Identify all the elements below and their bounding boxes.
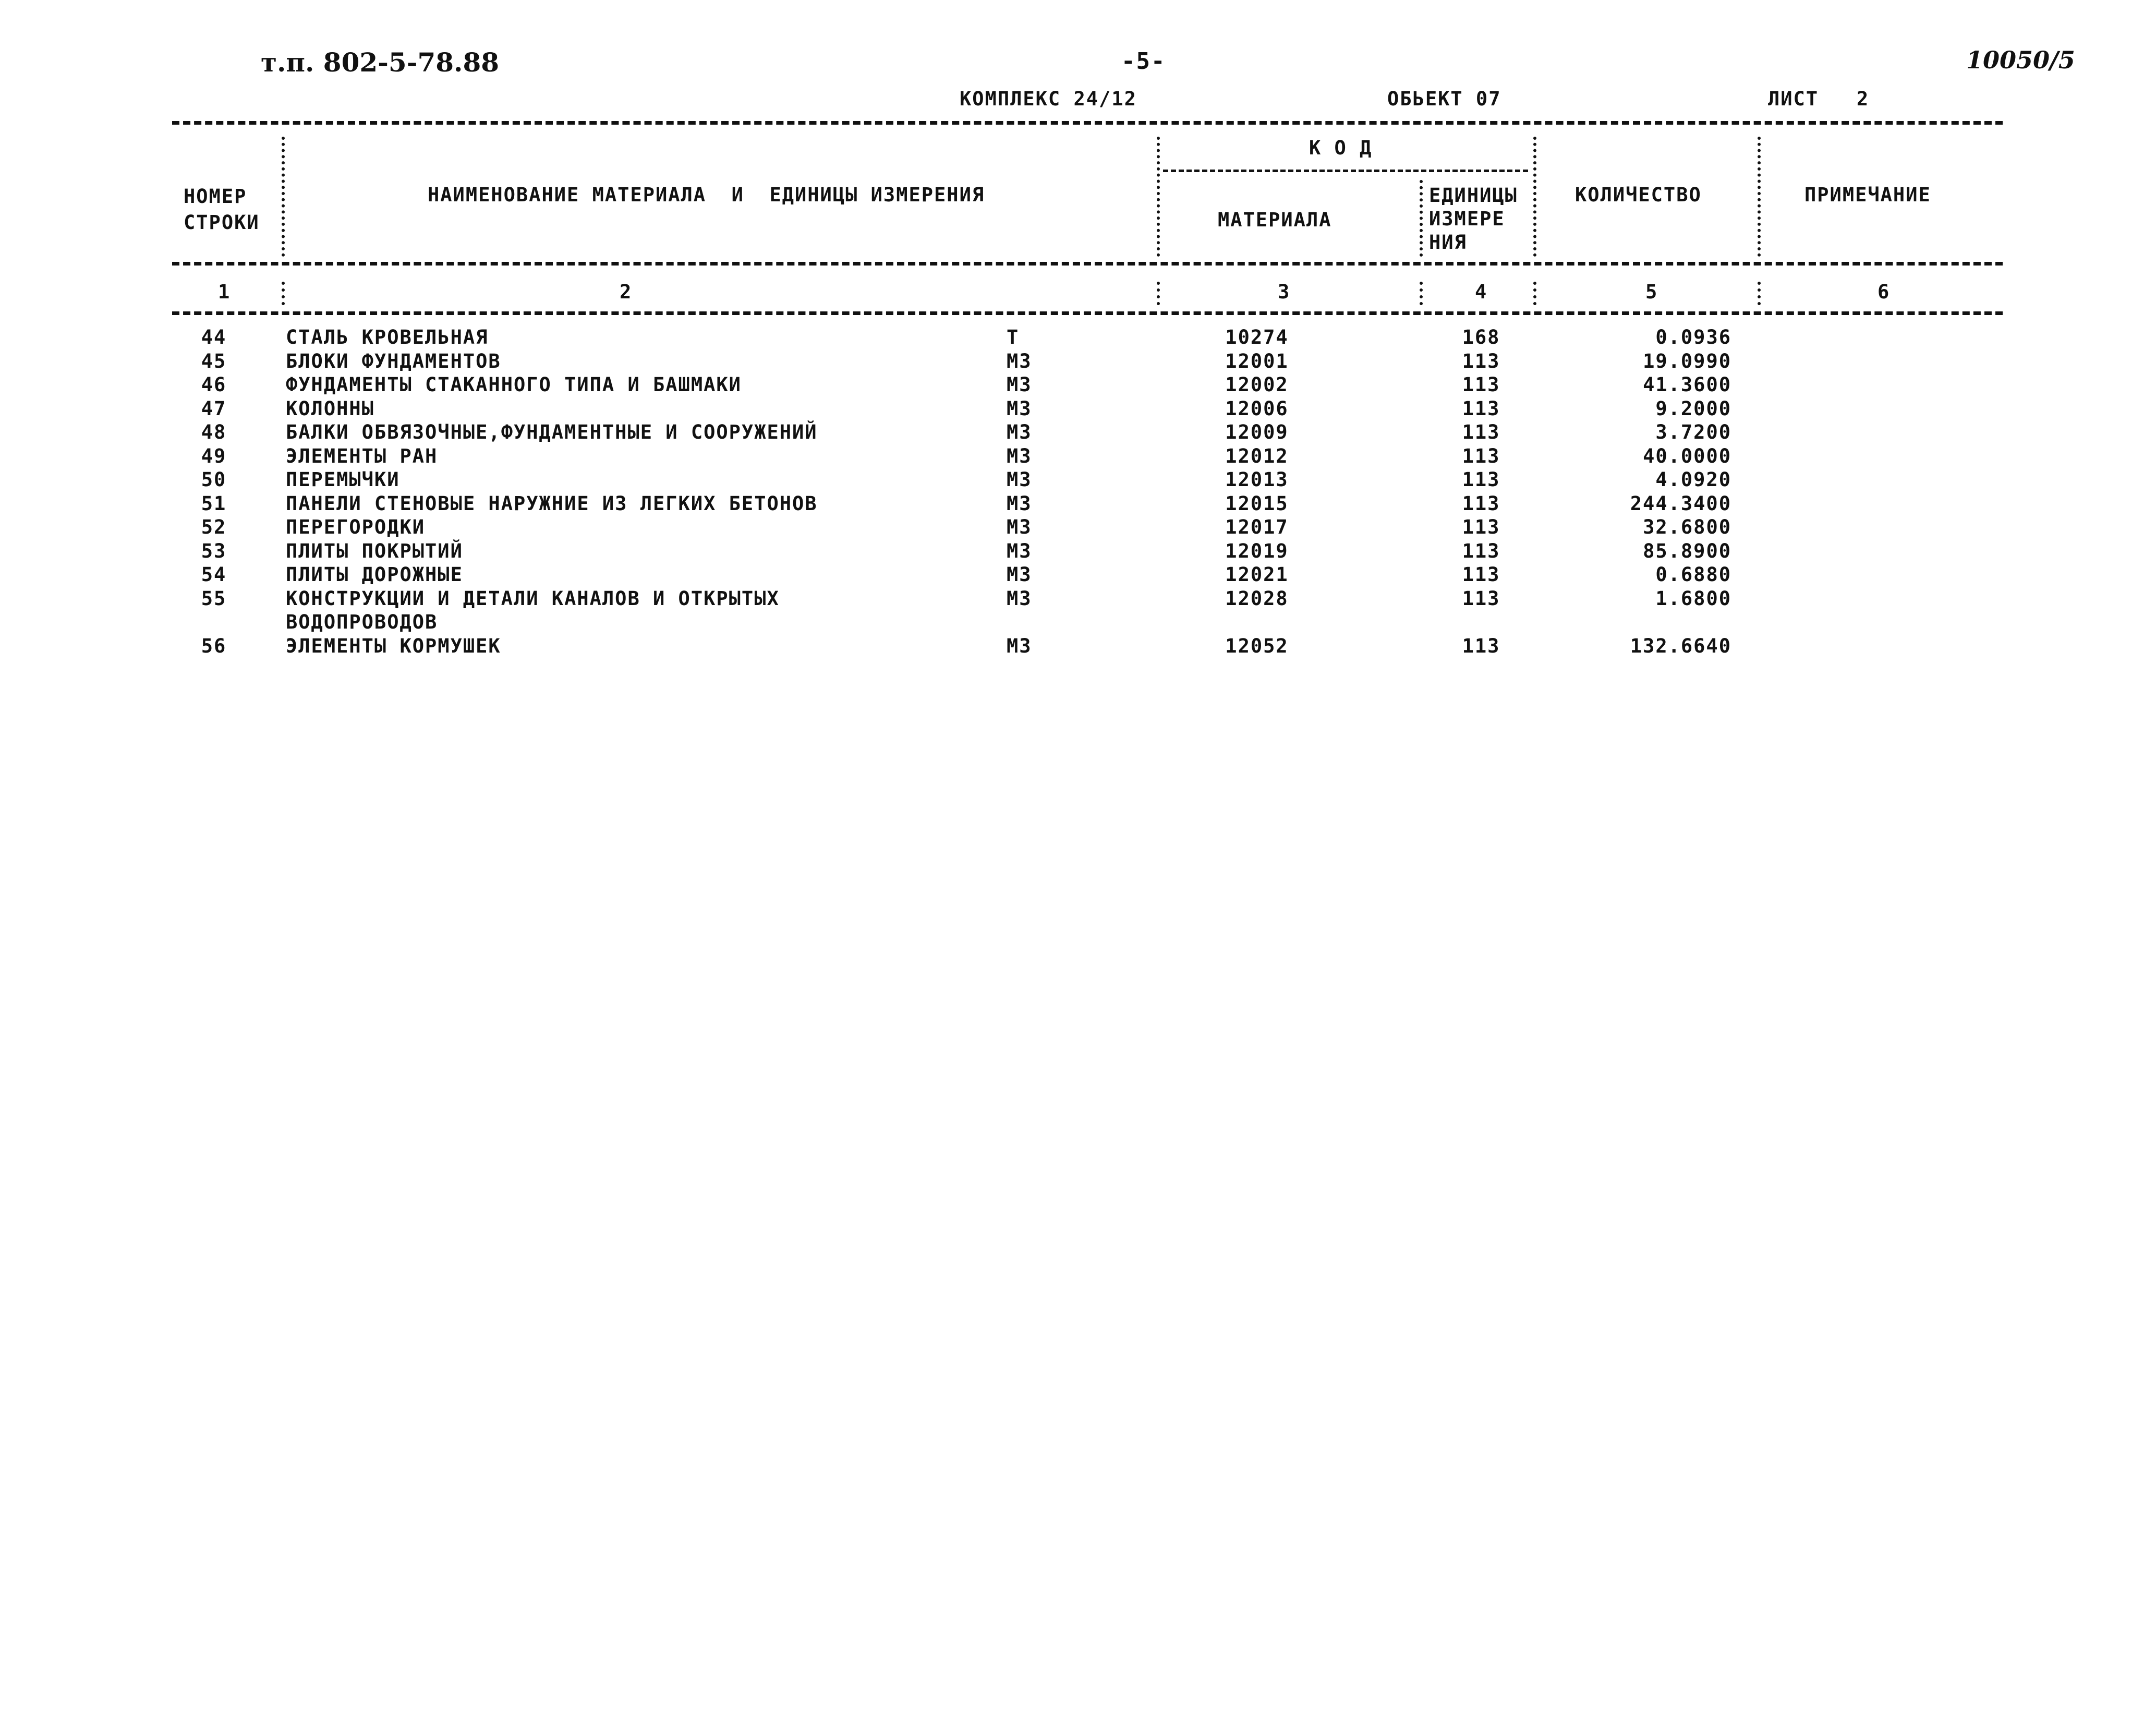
row-number-cell: 54 [201, 563, 227, 586]
quantity-cell: 1.6800 [1655, 587, 1731, 610]
separator-1 [282, 137, 285, 257]
row-number-cell: 44 [201, 326, 227, 348]
material-name-cell: ЭЛЕМЕНТЫ РАН [286, 444, 438, 467]
material-name-cell: ПЛИТЫ ДОРОЖНЫЕ [286, 563, 463, 586]
unit-code-cell: 113 [1462, 539, 1500, 562]
object-label: ОБЬЕКТ 07 [1387, 88, 1501, 110]
material-code-cell: 12006 [1225, 397, 1289, 420]
material-name-cell: ПАНЕЛИ СТЕНОВЫЕ НАРУЖНИЕ ИЗ ЛЕГКИХ БЕТОНОВ [286, 492, 818, 515]
material-code-cell: 12019 [1225, 539, 1289, 562]
quantity-cell: 85.8900 [1643, 539, 1731, 562]
material-name-cell: ПЛИТЫ ПОКРЫТИЙ [286, 539, 463, 562]
material-code-cell: 12013 [1225, 468, 1289, 491]
col-number-2: 2 [620, 281, 633, 303]
material-code-cell: 12052 [1225, 634, 1289, 657]
archive-number: 10050/5 [1966, 46, 2075, 74]
header-note: ПРИМЕЧАНИЕ [1804, 184, 1931, 206]
separator-4 [1533, 137, 1536, 257]
document-code: т.п. 802-5-78.88 [261, 47, 500, 78]
table-top-rule [172, 121, 2003, 125]
unit-cell: М3 [1007, 468, 1032, 491]
row-number-cell: 49 [201, 444, 227, 467]
quantity-cell: 0.0936 [1655, 326, 1731, 348]
row-number-cell: 50 [201, 468, 227, 491]
col-number-separator [1157, 282, 1160, 305]
unit-cell: М3 [1007, 539, 1032, 562]
unit-cell: М3 [1007, 373, 1032, 396]
header-row-number: НОМЕР СТРОКИ [184, 185, 260, 234]
row-number-cell: 48 [201, 421, 227, 443]
row-number-cell: 46 [201, 373, 227, 396]
unit-code-cell: 113 [1462, 634, 1500, 657]
col-number-3: 3 [1278, 281, 1291, 303]
complex-label: КОМПЛЕКС 24/12 [960, 88, 1137, 110]
unit-code-cell: 113 [1462, 492, 1500, 515]
col-number-rule [172, 311, 2003, 315]
material-name-cell: ФУНДАМЕНТЫ СТАКАННОГО ТИПА И БАШМАКИ [286, 373, 742, 396]
quantity-cell: 40.0000 [1643, 444, 1731, 467]
material-code-cell: 12017 [1225, 516, 1289, 538]
quantity-cell: 4.0920 [1655, 468, 1731, 491]
row-number-cell: 56 [201, 634, 227, 657]
row-number-cell: 55 [201, 587, 227, 610]
col-number-separator [1758, 282, 1761, 305]
separator-2 [1157, 137, 1160, 257]
header-bottom-rule [172, 262, 2003, 266]
unit-code-cell: 113 [1462, 444, 1500, 467]
material-code-cell: 12009 [1225, 421, 1289, 443]
quantity-cell: 41.3600 [1643, 373, 1731, 396]
unit-cell: М3 [1007, 349, 1032, 372]
unit-cell: М3 [1007, 563, 1032, 586]
material-code-cell: 12001 [1225, 349, 1289, 372]
unit-code-cell: 113 [1462, 349, 1500, 372]
row-number-cell: 51 [201, 492, 227, 515]
col-number-separator [1420, 282, 1423, 305]
unit-code-cell: 113 [1462, 587, 1500, 610]
col-number-separator [1533, 282, 1536, 305]
unit-code-cell: 113 [1462, 421, 1500, 443]
material-name-cell: ЭЛЕМЕНТЫ КОРМУШЕК [286, 634, 501, 657]
material-name-cell: СТАЛЬ КРОВЕЛЬНАЯ [286, 326, 489, 348]
row-number-cell: 45 [201, 349, 227, 372]
quantity-cell: 132.6640 [1630, 634, 1731, 657]
material-code-cell: 12012 [1225, 444, 1289, 467]
unit-code-cell: 113 [1462, 468, 1500, 491]
material-code-cell: 10274 [1225, 326, 1289, 348]
col-number-4: 4 [1475, 281, 1488, 303]
code-sub-rule [1163, 170, 1528, 172]
unit-code-cell: 113 [1462, 516, 1500, 538]
material-code-cell: 12021 [1225, 563, 1289, 586]
material-code-cell: 12002 [1225, 373, 1289, 396]
material-code-cell: 12028 [1225, 587, 1289, 610]
header-code: К О Д [1309, 137, 1373, 159]
unit-cell: М3 [1007, 421, 1032, 443]
unit-code-cell: 113 [1462, 397, 1500, 420]
col-number-separator [282, 282, 285, 305]
page-number: -5- [1121, 48, 1166, 75]
quantity-cell: 3.7200 [1655, 421, 1731, 443]
col-number-1: 1 [218, 281, 231, 303]
unit-cell: М3 [1007, 492, 1032, 515]
separator-3 [1420, 180, 1423, 257]
col-number-6: 6 [1878, 281, 1891, 303]
unit-code-cell: 168 [1462, 326, 1500, 348]
unit-cell: М3 [1007, 516, 1032, 538]
header-unit-code: ЕДИНИЦЫ ИЗМЕРЕ НИЯ [1429, 184, 1518, 254]
material-name-cell: ВОДОПРОВОДОВ [286, 611, 438, 633]
quantity-cell: 9.2000 [1655, 397, 1731, 420]
quantity-cell: 19.0990 [1643, 349, 1731, 372]
unit-code-cell: 113 [1462, 373, 1500, 396]
unit-cell: М3 [1007, 634, 1032, 657]
material-code-cell: 12015 [1225, 492, 1289, 515]
material-name-cell: БАЛКИ ОБВЯЗОЧНЫЕ,ФУНДАМЕНТНЫЕ И СООРУЖЕНИЙ [286, 421, 818, 443]
sheet-label: ЛИСТ 2 [1768, 88, 1870, 110]
col-number-5: 5 [1645, 281, 1658, 303]
unit-code-cell: 113 [1462, 563, 1500, 586]
quantity-cell: 0.6880 [1655, 563, 1731, 586]
separator-5 [1758, 137, 1761, 257]
unit-cell: М3 [1007, 444, 1032, 467]
material-name-cell: ПЕРЕМЫЧКИ [286, 468, 400, 491]
material-name-cell: КОЛОННЫ [286, 397, 374, 420]
unit-cell: М3 [1007, 397, 1032, 420]
material-name-cell: ПЕРЕГОРОДКИ [286, 516, 426, 538]
row-number-cell: 53 [201, 539, 227, 562]
material-name-cell: БЛОКИ ФУНДАМЕНТОВ [286, 349, 501, 372]
material-name-cell: КОНСТРУКЦИИ И ДЕТАЛИ КАНАЛОВ И ОТКРЫТЫХ [286, 587, 780, 610]
quantity-cell: 32.6800 [1643, 516, 1731, 538]
unit-cell: Т [1007, 326, 1020, 348]
header-material-name: НАИМЕНОВАНИЕ МАТЕРИАЛА И ЕДИНИЦЫ ИЗМЕРЕНИЯ [428, 184, 985, 206]
header-quantity: КОЛИЧЕСТВО [1575, 184, 1702, 206]
header-material-code: МАТЕРИАЛА [1218, 209, 1332, 231]
quantity-cell: 244.3400 [1630, 492, 1731, 515]
row-number-cell: 47 [201, 397, 227, 420]
row-number-cell: 52 [201, 516, 227, 538]
unit-cell: М3 [1007, 587, 1032, 610]
